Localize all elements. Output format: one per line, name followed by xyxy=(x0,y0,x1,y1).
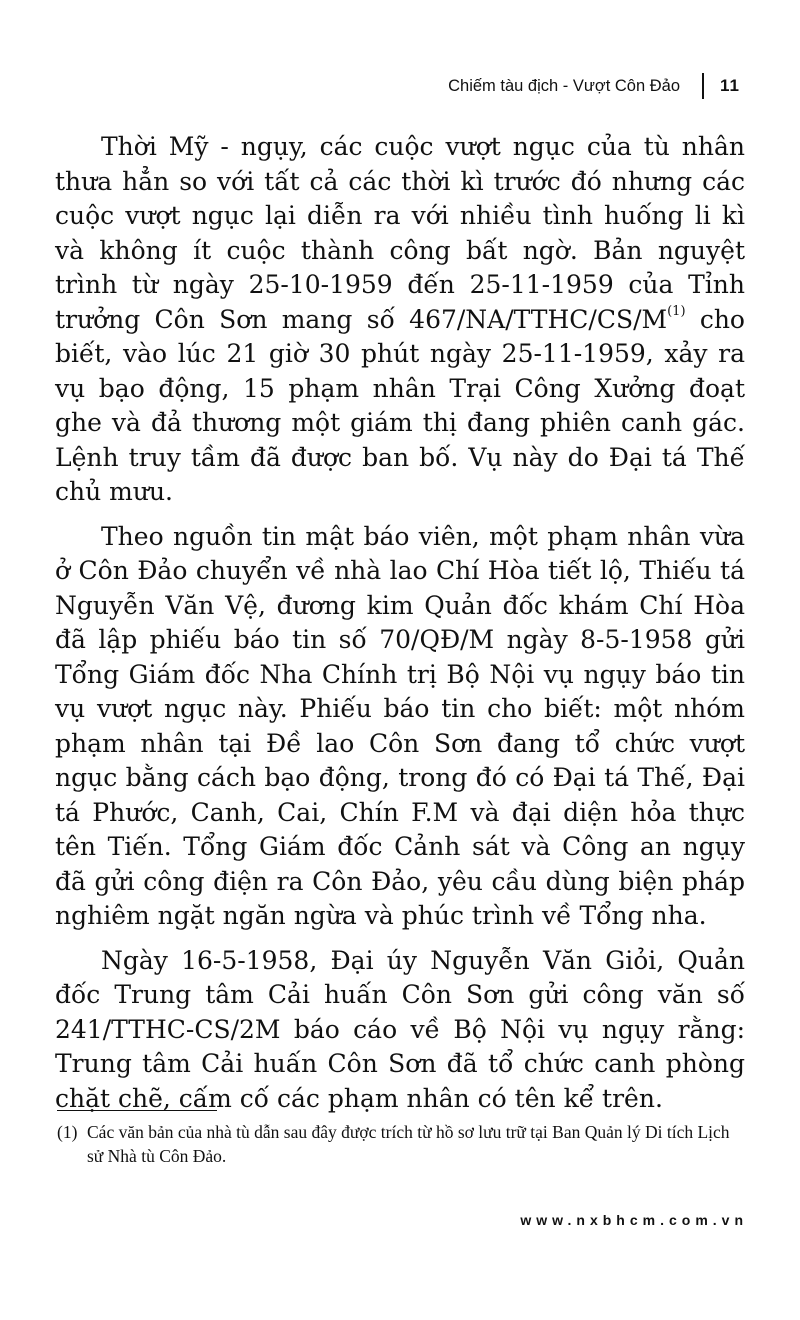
footnote-mark: (1) xyxy=(57,1122,78,1142)
publisher-website: www.nxbhcm.com.vn xyxy=(520,1212,748,1228)
paragraph-2: Theo nguồn tin mật báo viên, một phạm nhân vừa ở Côn Đảo chuyển về nhà lao Chí Hòa tiết lộ, Thiếu tá Nguyễn Văn Vệ, đương kim Quản đốc khám Chí Hòa đã lập phiếu báo tin số 70/QĐ/M ngày 8-5-1958 gửi Tổng Giám đốc Nha Chính trị Bộ Nội vụ ngụy báo tin vụ vượt ngục này. Phiếu báo tin cho biết: một nhóm phạm nhân tại Đề lao Côn Sơn đang tổ chức vượt ngục bằng cách bạo động, trong đó có Đại tá Thế, Đại tá Phước, Canh, Cai, Chín F.M và đại diện hỏa thực tên Tiến. Tổng Giám đốc Cảnh sát và Công an ngụy đã gửi công điện ra Côn Đảo, yêu cầu dùng biện pháp nghiêm ngặt ngăn ngừa và phúc trình về Tổng nha. xyxy=(55,521,745,930)
footnote xyxy=(57,1120,747,1168)
header-divider xyxy=(702,73,704,99)
paragraph-3: Ngày 16-5-1958, Đại úy Nguyễn Văn Giỏi, Quản đốc Trung tâm Cải huấn Côn Sơn gửi công văn số 241/TTHC-CS/2M báo cáo về Bộ Nội vụ ngụy rằng: Trung tâm Cải huấn Côn Sơn đã tổ chức canh phòng chặt chẽ, cấm cố các phạm nhân có tên kể trên. xyxy=(55,945,745,1113)
footnote-rule xyxy=(57,1110,217,1111)
paragraph-1-text-a: Thời Mỹ - ngụy, các cuộc vượt ngục của tù nhân thưa hẳn so với tất cả các thời kì trước đó nhưng các cuộc vượt ngục lại diễn ra với nhiều tình huống li kì và không ít cuộc thành công bất ngờ. Bản nguyệt trình từ ngày 25-10-1959 đến 25-11-1959 của Tỉnh trưởng Côn Sơn mang số 467/NA/TTHC/CS/M xyxy=(55,132,745,334)
paragraph-1 xyxy=(55,130,745,510)
paragraph-1-text-b: cho biết, vào lúc 21 giờ 30 phút ngày 25-11-1959, xảy ra vụ bạo động, 15 phạm nhân Trại Công Xưởng đoạt ghe và đả thương một giám thị đang phiên canh gác. Lệnh truy tầm đã được ban bố. Vụ này do Đại tá Thế chủ mưu. xyxy=(55,304,745,506)
footnote-text: Các văn bản của nhà tù dẫn sau đây được trích từ hồ sơ lưu trữ tại Ban Quản lý Di tích Lịch sử Nhà tù Côn Đảo. xyxy=(87,1122,730,1166)
page-number: 11 xyxy=(720,76,740,95)
chapter-title: Chiếm tàu địch - Vượt Côn Đảo xyxy=(448,76,681,95)
running-header xyxy=(448,72,740,100)
footnote-reference: (1) xyxy=(667,304,686,320)
main-text xyxy=(55,130,745,1126)
